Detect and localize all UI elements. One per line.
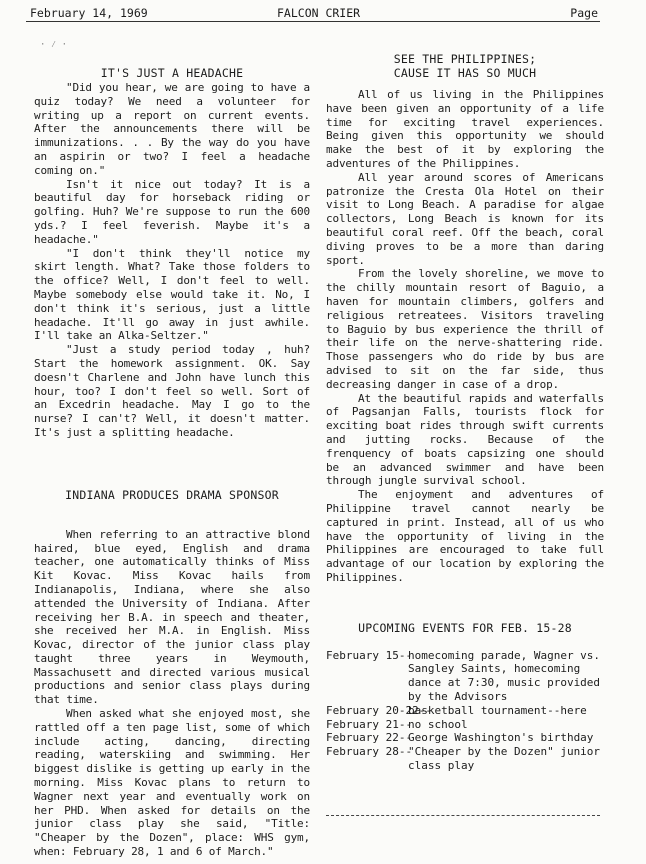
event-text: "Cheaper by the Dozen" junior class play	[408, 745, 601, 773]
philippines-paragraph: At the beautiful rapids and waterfalls of Pagsanjan Falls, tourists flock for exciting boat rides through swift currents and jutting rocks. Because of the frenquency of boats capsizing one should be an advanced swimmer and have been through jungle survival school.	[326, 391, 604, 488]
right-column	[326, 52, 604, 773]
ink-speck: · ⁄ ·	[40, 40, 68, 50]
headache-article	[34, 81, 310, 440]
events-headline: UPCOMING EVENTS FOR FEB. 15-28	[358, 620, 572, 635]
paper-title: FALCON CRIER	[277, 6, 361, 20]
event-item	[326, 704, 604, 718]
event-item	[326, 718, 604, 732]
headache-paragraph: "I don't think they'll notice my skirt length. What? Take those folders to the office? Well, I don't feel to well. Maybe somebody else would take it. No, I don't think it's serious, just a little headache. It'll go away in just awhile. I'll take an Alka-Seltzer."	[34, 246, 310, 343]
event-date: February 15--	[326, 648, 413, 662]
event-item	[326, 731, 604, 745]
event-item	[326, 649, 604, 704]
headache-headline: IT'S JUST A HEADACHE	[100, 66, 244, 80]
events-list	[326, 649, 604, 773]
philippines-headline: SEE THE PHILIPPINES; CAUSE IT HAS SO MUCH	[393, 52, 537, 80]
philippines-paragraph: All of us living in the Philippines have been given an opportunity of a life time for exciting travel experiences. Being given this opportunity we should make the best of it by exploring the adventures of the Philippines.	[326, 88, 604, 170]
page-label: Page	[570, 6, 598, 20]
event-date: February 20-22--	[326, 703, 432, 717]
philippines-paragraph: The enjoyment and adventures of Philippine travel cannot nearly be captured in print. Instead, all of us who have the opportunity of living in the Philippines are encouraged to take full advantage of our location by exploring the Philippines.	[326, 488, 604, 584]
page-header	[30, 6, 598, 20]
header-rule	[26, 21, 600, 22]
philippines-paragraph: All year around scores of Americans patronize the Cresta Ola Hotel on their visit to Long Beach. A paradise for algae collectors, Long Beach is known for its beautiful coral reef. Off the beach, coral diving proves to be a more than daring sport.	[326, 170, 604, 267]
event-date: February 28--	[326, 745, 413, 759]
event-item	[326, 745, 604, 773]
left-column	[34, 60, 310, 859]
event-date: February 21--	[326, 717, 413, 731]
philippines-article	[326, 88, 604, 585]
drama-headline: INDIANA PRODUCES DRAMA SPONSOR	[65, 487, 279, 502]
event-text: homecoming parade, Wagner vs. Sangley Saints, homecoming dance at 7:30, music provided by the Advisors	[408, 648, 601, 704]
drama-paragraph: When asked what she enjoyed most, she rattled off a ten page list, some of which include acting, dancing, directing reading, waterskiing and swimming. Her biggest dislike is getting up early in the morning. Miss Kovac plans to return to Wagner next year and eventually work on her PHD. When asked for details on the junior class play she said, "Title: "Cheaper by the Dozen", place: WHS gym, when: February 28, 1 and 6 of March."	[34, 707, 310, 859]
headache-paragraph: "Did you hear, we are going to have a quiz today? We need a volunteer for writing up a report on current events. After the announcements there will be immunizations. . . By the way do you have an aspirin or two? I feel a headache coming on."	[34, 81, 310, 177]
event-text: no school	[408, 717, 468, 731]
drama-article	[34, 528, 310, 859]
event-text: basketball tournament--here	[408, 703, 587, 717]
event-date: February 22--	[326, 731, 413, 745]
headache-paragraph: "Just a study period today , huh? Start the homework assignment. OK. Say doesn't Charlene and John have lunch this hour, too? I don't feel so well. Sort of an Excedrin headache. May I go to the nurse? I can't? Well, it doesn't matter. It's just a splitting headache.	[34, 343, 310, 439]
event-text: George Washington's birthday	[408, 731, 594, 745]
bottom-rule	[326, 815, 600, 816]
headache-paragraph: Isn't it nice out today? It is a beautiful day for horseback riding or golfing. Huh? We're suppose to run the 600 yds.? I feel feverish. Maybe it's a headache."	[34, 177, 310, 246]
issue-date: February 14, 1969	[30, 6, 148, 20]
philippines-paragraph: From the lovely shoreline, we move to the chilly mountain resort of Baguio, a haven for mountain climbers, golfers and religious retreatees. Visitors traveling to Baguio by bus experience the thrill of their life on the nerve-shattering ride. Those passengers who do ride by bus are advised to sit on the far side, thus decreasing danger in case of a drop.	[326, 267, 604, 391]
drama-paragraph: When referring to an attractive blond haired, blue eyed, English and drama teacher, one automatically thinks of Miss Kit Kovac. Miss Kovac hails from Indianapolis, Indiana, where she also attended the University of Indiana. After receiving her B.A. in speech and theater, she received her M.A. in English. Miss Kovac, director of the junior class play taught three years in Weymouth, Massachusett and directed various musical productions and senior class plays during that time.	[34, 527, 310, 707]
